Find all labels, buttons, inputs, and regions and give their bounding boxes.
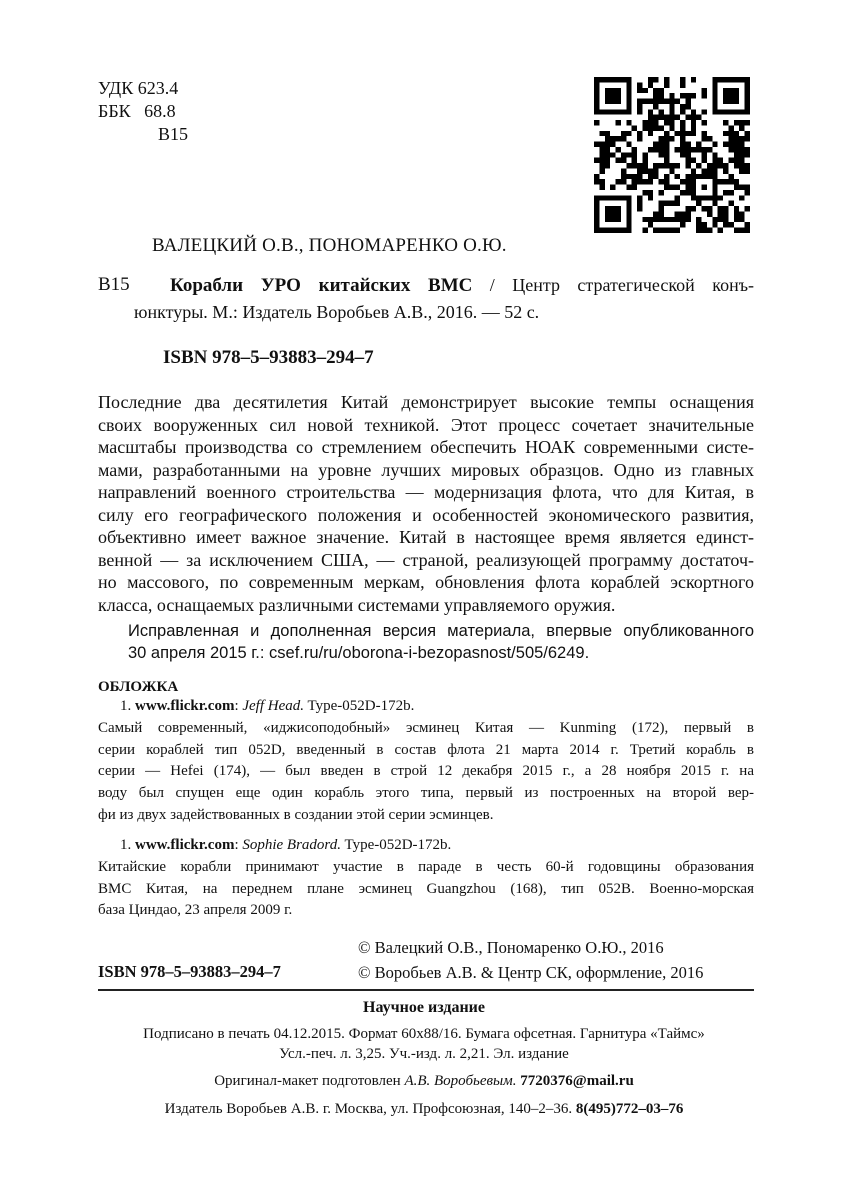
cover-line: воду был спущен еще один корабль этого типа, первый из построенных на второй вер- bbox=[98, 785, 754, 802]
cover-ref: Type-052D-172b. bbox=[340, 837, 452, 853]
abstract-line: своих вооруженных сил новой техникой. Этот процесс сочетает значительные bbox=[98, 414, 754, 435]
udk-code: УДК 623.4 bbox=[98, 78, 179, 98]
biblio-line2: юнктуры. М.: Издатель Воробьев А.В., 2016. — 52 с. bbox=[134, 302, 540, 322]
isbn-bottom: ISBN 978–5–93883–294–7 bbox=[98, 962, 281, 981]
revision-line: 30 апреля 2015 г.: csef.ru/ru/oborona-i-bezopasnost/505/6249. bbox=[128, 644, 590, 662]
abstract-line: класса, оснащаемых различными системами управляемого оружия. bbox=[98, 594, 616, 615]
book-title: Корабли УРО китайских ВМС bbox=[170, 275, 473, 296]
layout-prefix: Оригинал-макет подготовлен bbox=[214, 1073, 405, 1089]
cover-sep: : bbox=[234, 698, 243, 714]
cover-line: серии — Hefei (174), — был введен в строй 12 декабря 2015 г., а 28 ноября 2015 г. на bbox=[98, 763, 754, 780]
layout-email: 7720376@mail.ru bbox=[516, 1073, 634, 1089]
cover-line: фи из двух задействованных в создании этой серии эсминцев. bbox=[98, 806, 494, 823]
cover-num: 1. bbox=[120, 837, 135, 853]
cover-ref: Type-052D-172b. bbox=[304, 698, 415, 714]
bbk-code: ББК 68.8 bbox=[98, 101, 176, 121]
abstract-line: направлений военного строительства — модернизация флота, что для Китая, в bbox=[98, 482, 754, 502]
qr-code-icon bbox=[594, 77, 750, 233]
print-sheets: Усл.-печ. л. 3,25. Уч.-изд. л. 2,21. Эл. издание bbox=[279, 1046, 569, 1062]
cover-num: 1. bbox=[120, 698, 135, 714]
classification-block bbox=[98, 77, 188, 146]
isbn-top: ISBN 978–5–93883–294–7 bbox=[163, 347, 374, 368]
biblio-line1-rest: / Центр стратегической конъ- bbox=[472, 275, 755, 295]
cover-source bbox=[98, 696, 754, 718]
abstract-line: силу его географического положения и особенностей экономического развития, bbox=[98, 504, 754, 525]
cover-item bbox=[98, 696, 754, 827]
biblio-code: В15 bbox=[98, 274, 130, 295]
publisher-address bbox=[0, 1101, 848, 1118]
copyright-design: © Воробьев А.В. & Центр СК, оформление, 2016 bbox=[358, 963, 704, 982]
abstract-line: масштабы производства со стремлением обеспечить НОАК современными систе- bbox=[98, 437, 754, 457]
publisher-phone: 8(495)772–03–76 bbox=[575, 1101, 684, 1117]
cover-line: база Циндао, 23 апреля 2009 г. bbox=[98, 902, 293, 919]
revision-note bbox=[128, 620, 754, 664]
cover-line: Самый современный, «иджисоподобный» эсминец Китая — Kunming (172), первый в bbox=[98, 719, 754, 736]
cover-item bbox=[98, 835, 754, 922]
cover-author: Jeff Head. bbox=[242, 698, 304, 714]
revision-line: Исправленная и дополненная версия материала, впервые опубликованного bbox=[128, 622, 754, 640]
publisher-prefix: Издатель Воробьев А.В. г. Москва, ул. Профсоюзная, 140–2–36. bbox=[164, 1101, 576, 1117]
cover-line: ВМС Китая, на переднем плане эсминец Guangzhou (168), тип 052В. Военно-морская bbox=[98, 880, 754, 897]
cover-sep: : bbox=[234, 837, 243, 853]
copyright-authors: © Валецкий О.В., Пономаренко О.Ю., 2016 bbox=[358, 938, 664, 957]
abstract-line: мами, разработанными на уровне лучших мировых образцов. Одно из главных bbox=[98, 459, 754, 480]
bibliographic-record bbox=[134, 272, 755, 325]
edition-type: Научное издание bbox=[363, 999, 485, 1016]
author-mark: В15 bbox=[158, 124, 189, 144]
abstract-line: но массового, по современным меркам, обновления флота кораблей эскортного bbox=[98, 572, 754, 592]
cover-source bbox=[98, 835, 754, 857]
divider bbox=[98, 989, 754, 991]
print-details: Подписано в печать 04.12.2015. Формат 60х88/16. Бумага офсетная. Гарнитура «Таймс» bbox=[143, 1026, 705, 1042]
copyright-block bbox=[358, 935, 756, 985]
cover-line: Китайские корабли принимают участие в параде в честь 60-й годовщины образования bbox=[98, 858, 754, 875]
abstract bbox=[98, 391, 754, 616]
cover-site: www.flickr.com bbox=[135, 837, 235, 853]
abstract-line: Последние два десятилетия Китай демонстрирует высокие темпы оснащения bbox=[98, 392, 754, 412]
cover-heading: ОБЛОЖКА bbox=[98, 679, 179, 695]
cover-line: серии кораблей тип 052D, введенный в состав флота 21 марта 2014 г. Третий корабль в bbox=[98, 741, 754, 758]
cover-site: www.flickr.com bbox=[135, 698, 235, 714]
layout-credit bbox=[0, 1073, 848, 1090]
cover-author: Sophie Bradord. bbox=[242, 837, 341, 853]
abstract-line: венной — за исключением США, — страной, реализующей программу достаточ- bbox=[98, 549, 754, 570]
abstract-line: объективно имеет важное значение. Китай в настоящее время является единст- bbox=[98, 527, 754, 547]
authors-line: ВАЛЕЦКИЙ О.В., ПОНОМАРЕНКО О.Ю. bbox=[152, 235, 507, 256]
layout-person: А.В. Воробьевым. bbox=[404, 1073, 517, 1089]
